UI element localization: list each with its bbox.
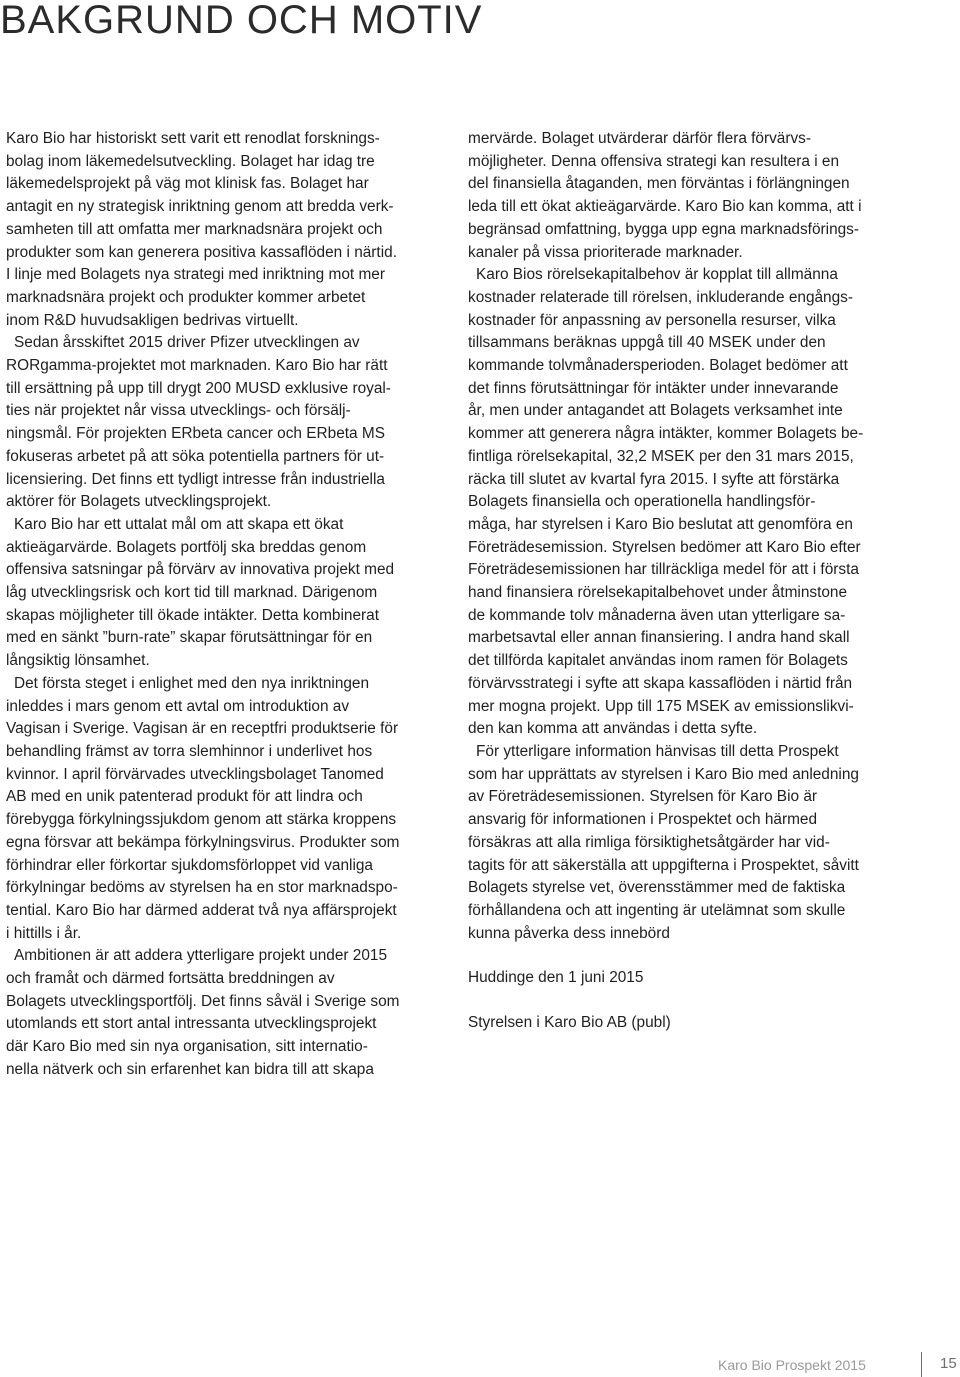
right-paragraph-3: För ytterligare information hänvisas till detta Prospekt som har upprättats av styrelsen i Karo Bio med anledning av Företrädesemissionen. Styrelsen för Karo Bio är ansvarig för informationen i Prospektet och härmed försäkras att alla rimliga försiktighetsåtgärder har vid- tagits för att säkerställa att uppgifterna i Prospektet, såvitt Bolagets styrelse vet, överensstämmer med de faktiska förhållandena och att ingenting är utelämnat som skulle kunna påverka dess innebörd — [468, 742, 859, 942]
left-column — [6, 128, 446, 1082]
footer-brand: Karo Bio Prospekt 2015 — [718, 1357, 866, 1373]
left-paragraph-2: Sedan årsskiftet 2015 driver Pfizer utvecklingen av RORgamma-projektet mot marknaden. Karo Bio har rätt till ersättning på upp till drygt 200 MUSD exklusive royal- ties när projektet når vissa utvecklings- och försälj- ningsmål. För projekten ERbeta cancer och ERbeta MS fokuseras arbetet på att söka potentiella partners för ut- licensiering. Det finns ett tydligt intresse från industriella aktörer för Bolagets utvecklingsprojekt. — [6, 334, 391, 511]
place-date: Huddinge den 1 juni 2015 — [468, 969, 644, 987]
board-signature: Styrelsen i Karo Bio AB (publ) — [468, 1014, 671, 1032]
right-paragraph-1: mervärde. Bolaget utvärderar därför flera förvärvs- möjligheter. Denna offensiva strategi kan resultera i en del finansiella åtaganden, men förväntas i förlängningen leda till ett ökat aktieägarvärde. Karo Bio kan komma, att i begränsad omfattning, bygga upp egna marknadsförings- kanaler på vissa prioriterade marknader. — [468, 130, 862, 261]
page-number: 15 — [940, 1355, 957, 1372]
left-paragraph-5: Ambitionen är att addera ytterligare projekt under 2015 och framåt och därmed fortsätta breddningen av Bolagets utvecklingsportfölj. Det finns såväl i Sverige som utomlands ett stort antal intressanta utvecklingsprojekt där Karo Bio med sin nya organisation, sitt internatio- nella nätverk och sin erfarenhet kan bidra till att skapa — [6, 947, 400, 1078]
right-paragraph-2: Karo Bios rörelsekapitalbehov är kopplat till allmänna kostnader relaterade till rörelsen, inkluderande engångs- kostnader för anpassning av personella resurser, vilka tillsammans beräknas uppgå till 40 MSEK under den kommande tolvmånadersperioden. Bolaget bedömer att det finns förutsättningar för intäkter under innevarande år, men under antagandet att Bolagets verksamhet inte kommer att generera några intäkter, kommer Bolagets be- fintliga rörelsekapital, 32,2 MSEK per den 31 mars 2015, räcka till slutet av kvartal fyra 2015. I syfte att förstärka Bolagets finansiella och operationella handlingsför- måga, har styrelsen i Karo Bio beslutat att genomföra en Företrädesemission. Styrelsen bedömer att Karo Bio efter Företrädesemissionen har tillräckliga medel för att i första hand finansiera rörelsekapitalbehovet under åtminstone de kommande tolv månaderna även utan ytterligare sa- marbetsavtal eller annan finansiering. I andra hand skall det tillförda kapitalet användas inom ramen för Bolagets förvärvsstrategi i syfte att skapa kassaflöden i närtid från mer mogna projekt. Upp till 175 MSEK av emissionslikvi- den kan komma att användas i detta syfte. — [468, 266, 864, 738]
left-paragraph-4: Det första steget i enlighet med den nya inriktningen inleddes i mars genom ett avtal om introduktion av Vagisan i Sverige. Vagisan är en receptfri produktserie för behandling främst av torra slemhinnor i underlivet hos kvinnor. I april förvärvades utvecklingsbolaget Tanomed AB med en unik patenterad produkt för att lindra och förebygga förkylningssjukdom genom att stärka kroppens egna försvar att bekämpa förkylningsvirus. Produkter som förhindrar eller förkortar sjukdomsförloppet vid vanliga förkylningar bedöms av styrelsen ha en stor marknadspo- tential. Karo Bio har därmed adderat två nya affärsprojekt i hittills i år. — [6, 674, 400, 942]
left-paragraph-1: Karo Bio har historiskt sett varit ett renodlat forsknings- bolag inom läkemedelsutveckling. Bolaget har idag tre läkemedelsprojekt på väg mot klinisk fas. Bolaget har antagit en ny strategisk inriktning genom att bredda verk- samheten till att omfatta mer marknadsnära projekt och produkter som kan generera positiva kassaflöden i närtid. I linje med Bolagets nya strategi med inriktning mot mer marknadsnära projekt och produkter kommer arbetet inom R&D huvudsakligen bedrivas virtuellt. — [6, 130, 397, 329]
right-column — [468, 128, 912, 1035]
page-heading: BAKGRUND OCH MOTIV — [0, 0, 483, 42]
left-paragraph-3: Karo Bio har ett uttalat mål om att skapa ett ökat aktieägarvärde. Bolagets portfölj ska breddas genom offensiva satsningar på förvärv av innovativa projekt med låg utvecklingsrisk och kort tid till marknad. Därigenom skapas möjligheter till ökade intäkter. Detta kombinerat med en sänkt ”burn-rate” skapar förutsättningar för en långsiktig lönsamhet. — [6, 515, 395, 670]
footer-divider — [921, 1352, 922, 1377]
